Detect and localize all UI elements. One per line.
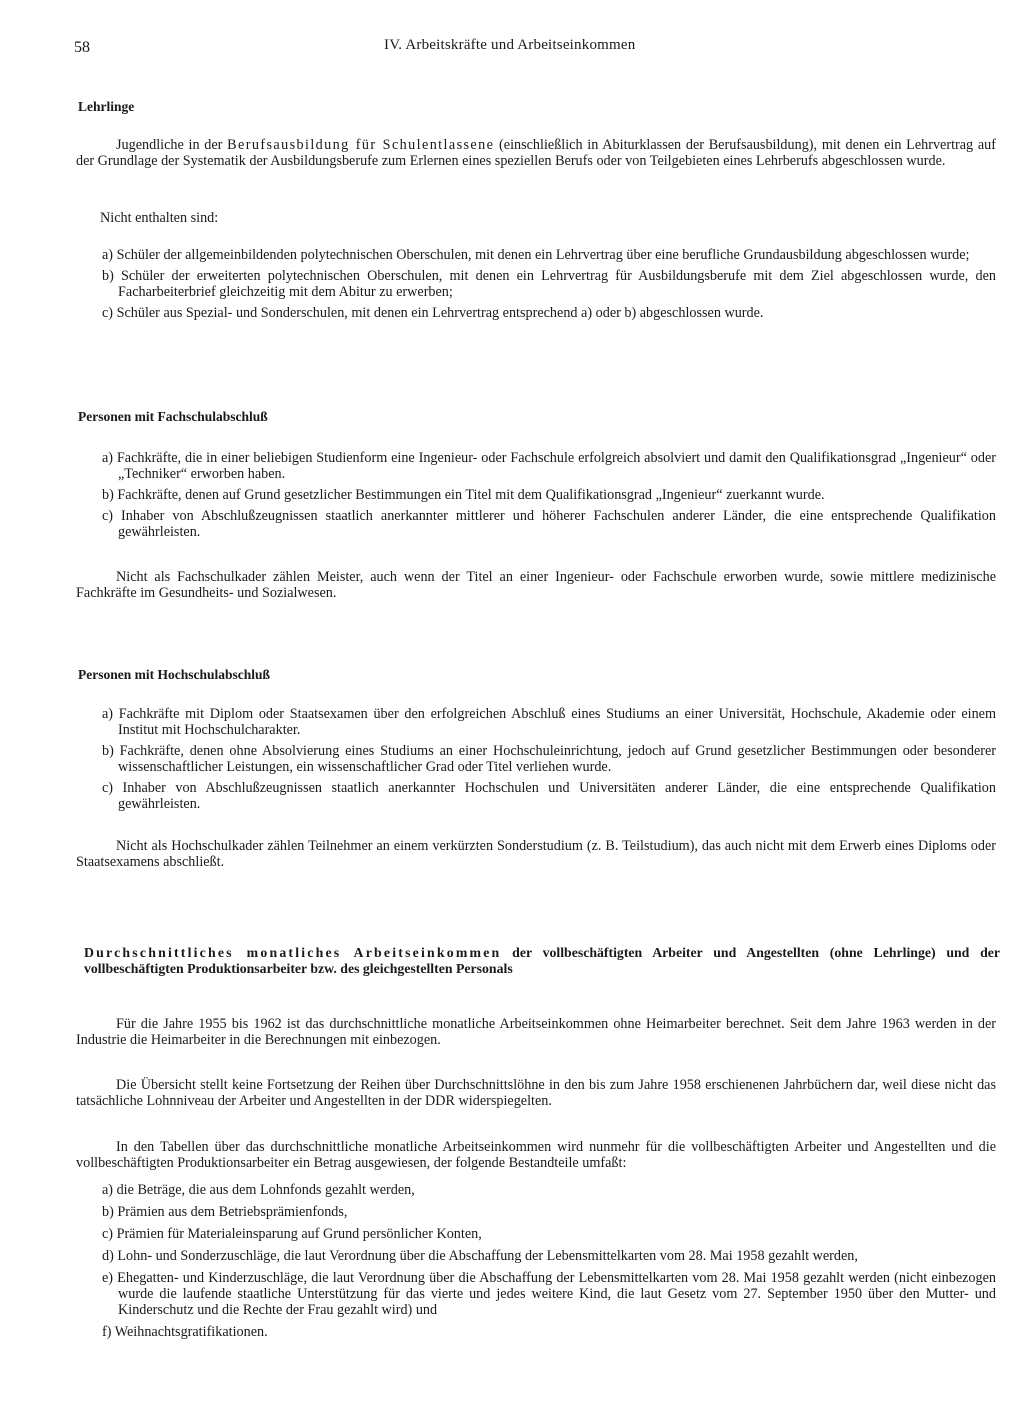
fachschule-note: Nicht als Fachschulkader zählen Meister, auch wenn der Titel an einer Ingenieur- oder Fachschule erworben wurde, sowie mittlere medizinische Fachkräfte im Gesundheits- und Sozialwesen. (76, 569, 996, 601)
list-item: c) Inhaber von Abschlußzeugnissen staatlich anerkannter mittlerer und höherer Fachschulen anderer Länder, die eine entsprechende Qualifikation gewährleisten. (102, 508, 996, 540)
einkommen-heading-rest: der vollbeschäftigten Arbeiter und Angestellten (ohne Lehrlinge) und der vollbeschäftigten Produktionsarbeiter bzw. des gleichgestellten Personals (84, 945, 1001, 976)
list-item: e) Ehegatten- und Kinderzuschläge, die laut Verordnung über die Abschaffung der Lebensmittelkarten vom 28. Mai 1958 gezahlt werden (nicht einbezogen wurde die laufende staatliche Unterstützung für das vierte und jedes weitere Kind, die laut Gesetz vom 27. September 1950 über den Mutter- und Kinderschutz und die Rechte der Frau gezahlt wird) und (102, 1270, 996, 1318)
einkommen-paragraph-1: Für die Jahre 1955 bis 1962 ist das durchschnittliche monatliche Arbeitseinkommen ohne Heimarbeiter berechnet. Seit dem Jahre 1963 werden in der Industrie die Heimarbeiter in die Berechnungen mit einbezogen. (76, 1016, 996, 1048)
list-item: b) Fachkräfte, denen auf Grund gesetzlicher Bestimmungen ein Titel mit dem Qualifikationsgrad „Ingenieur“ zuerkannt wurde. (102, 487, 825, 503)
lehrlinge-definition-start: Jugendliche in der (116, 137, 228, 153)
lehrlinge-definition-rest: (einschließlich in Abiturklassen der Berufsausbildung), mit denen ein Lehrvertrag auf der Grundlage der Systematik der Ausbildungsberufe zum Erlernen eines speziellen Berufs oder von Teilgebieten eines Lehrberufs abgeschlossen wurde. (76, 137, 996, 169)
list-item: d) Lohn- und Sonderzuschläge, die laut Verordnung über die Abschaffung der Lebensmittelkarten vom 28. Mai 1958 gezahlt werden, (102, 1248, 858, 1264)
list-item: b) Schüler der erweiterten polytechnischen Oberschulen, mit denen ein Lehrvertrag für Ausbildungsberufe mit dem Ziel abgeschlossen wurde, den Facharbeiterbrief gleichzeitig mit dem Abitur zu erwerben; (102, 268, 996, 300)
fachschule-list (102, 450, 996, 545)
einkommen-heading (84, 945, 1000, 977)
list-item: b) Prämien aus dem Betriebsprämienfonds, (102, 1204, 348, 1220)
hochschule-note: Nicht als Hochschulkader zählen Teilnehmer an einem verkürzten Sonderstudium (z. B. Teilstudium), das auch nicht mit dem Erwerb eines Diploms oder Staatsexamens abschließt. (76, 838, 996, 870)
einkommen-paragraph-2: Die Übersicht stellt keine Fortsetzung der Reihen über Durchschnittslöhne in den bis zum Jahre 1958 erschienenen Jahrbüchern dar, weil diese nicht das tatsächliche Lohnniveau der Arbeiter und Angestellten in der DDR widerspiegelten. (76, 1077, 996, 1109)
lehrlinge-definition (76, 137, 996, 169)
list-item: a) Fachkräfte, die in einer beliebigen Studienform eine Ingenieur- oder Fachschule erfolgreich absolviert und damit den Qualifikationsgrad „Ingenieur“ oder „Techniker“ erworben haben. (102, 450, 996, 482)
hochschule-heading: Personen mit Hochschulabschluß (78, 667, 271, 682)
list-item: c) Schüler aus Spezial- und Sonderschulen, mit denen ein Lehrvertrag entsprechend a) oder b) abgeschlossen wurde. (102, 305, 764, 321)
lehrlinge-exclusion-list (102, 247, 996, 326)
einkommen-heading-spaced: Durchschnittliches monatliches Arbeitseinkommen (84, 945, 502, 960)
fachschule-heading: Personen mit Fachschulabschluß (78, 409, 268, 424)
list-item: f) Weihnachtsgratifikationen. (102, 1324, 268, 1340)
lehrlinge-definition-spaced: Berufsausbildung für Schulentlassene (227, 137, 495, 153)
einkommen-paragraph-3: In den Tabellen über das durchschnittliche monatliche Arbeitseinkommen wird nunmehr für die vollbeschäftigten Arbeiter und Angestellten und die vollbeschäftigten Produktionsarbeiter ein Betrag ausgewiesen, der folgende Bestandteile umfaßt: (76, 1139, 996, 1171)
einkommen-components-list (102, 1182, 996, 1346)
list-item: a) Fachkräfte mit Diplom oder Staatsexamen über den erfolgreichen Abschluß eines Studiums an einer Universität, Hochschule, Akademie oder einem Institut mit Hochschulcharakter. (102, 706, 996, 738)
list-item: b) Fachkräfte, denen ohne Absolvierung eines Studiums an einer Hochschuleinrichtung, jedoch auf Grund gesetzlicher Bestimmungen oder besonderer wissenschaftlicher Leistungen, ein wissenschaftlicher Grad oder Titel verliehen wurde. (102, 743, 996, 775)
lehrlinge-not-included: Nicht enthalten sind: (100, 210, 219, 226)
lehrlinge-heading: Lehrlinge (78, 99, 135, 114)
running-title: IV. Arbeitskräfte und Arbeitseinkommen (384, 37, 636, 53)
list-item: c) Prämien für Materialeinsparung auf Grund persönlicher Konten, (102, 1226, 482, 1242)
hochschule-list (102, 706, 996, 817)
list-item: a) Schüler der allgemeinbildenden polytechnischen Oberschulen, mit denen ein Lehrvertrag über eine berufliche Grundausbildung abgeschlossen wurde; (102, 247, 970, 263)
list-item: a) die Beträge, die aus dem Lohnfonds gezahlt werden, (102, 1182, 415, 1198)
list-item: c) Inhaber von Abschlußzeugnissen staatlich anerkannter Hochschulen und Universitäten anderer Länder, die eine entsprechende Qualifikation gewährleisten. (102, 780, 996, 812)
page-number: 58 (74, 39, 90, 56)
